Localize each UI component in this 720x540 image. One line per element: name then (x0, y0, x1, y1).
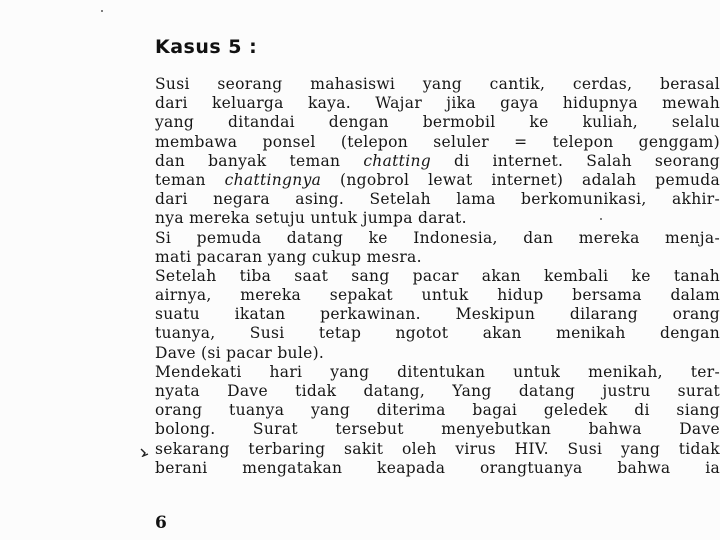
text-line: airnya, mereka sepakat untuk hidup bersama dalam (155, 286, 720, 305)
text-line: sekarang terbaring sakit oleh virus HIV. Susi yang tidak (155, 439, 720, 458)
case-heading: Kasus 5 : (155, 36, 258, 58)
text-line: Dave (si pacar bule). (155, 343, 325, 362)
text-line: mati pacaran yang cukup mesra. (155, 247, 422, 266)
text-line: bolong. Surat tersebut menyebutkan bahwa Dave (155, 420, 720, 439)
text-span: (ngobrol lewat internet) adalah pemuda (321, 170, 720, 189)
italic-term: chattingnya (224, 170, 322, 189)
text-line: suatu ikatan perkawinan. Meskipun dilarang orang (155, 305, 720, 324)
text-line: tuanya, Susi tetap ngotot akan menikah dengan (155, 324, 720, 343)
page-number: 6 (155, 513, 167, 533)
text-line: yang ditandai dengan bermobil ke kuliah, selalu (155, 113, 720, 132)
text-line: nya mereka setuju untuk jumpa darat. (155, 209, 467, 228)
text-span: di internet. Salah seorang (430, 151, 720, 170)
text-line: orang tuanya yang diterima bagai geledek di siang (155, 401, 720, 420)
scan-speck (600, 218, 602, 220)
text-line: Setelah tiba saat sang pacar akan kembali ke tanah (155, 266, 720, 285)
italic-term: chatting (363, 151, 431, 170)
text-line: Mendekati hari yang ditentukan untuk menikah, ter- (155, 362, 720, 381)
case-body (155, 75, 720, 478)
text-line: berani mengatakan keapada orangtuanya bahwa ia (155, 458, 720, 477)
text-line: membawa ponsel (telepon seluler = telepon genggam) (155, 132, 720, 151)
text-line (155, 171, 720, 190)
text-line: dari keluarga kaya. Wajar jika gaya hidupnya mewah (155, 94, 720, 113)
text-line: nyata Dave tidak datang, Yang datang justru surat (155, 382, 720, 400)
text-line (155, 152, 720, 171)
text-span: teman (155, 170, 225, 189)
text-line: Si pemuda datang ke Indonesia, dan mereka menja- (155, 228, 720, 247)
scan-speck (101, 10, 103, 12)
text-line: dari negara asing. Setelah lama berkomunikasi, akhir- (155, 190, 720, 209)
text-span: dan banyak teman (155, 151, 364, 170)
text-line: Susi seorang mahasiswi yang cantik, cerdas, berasal (155, 75, 720, 93)
margin-pen-mark-icon (140, 448, 149, 457)
